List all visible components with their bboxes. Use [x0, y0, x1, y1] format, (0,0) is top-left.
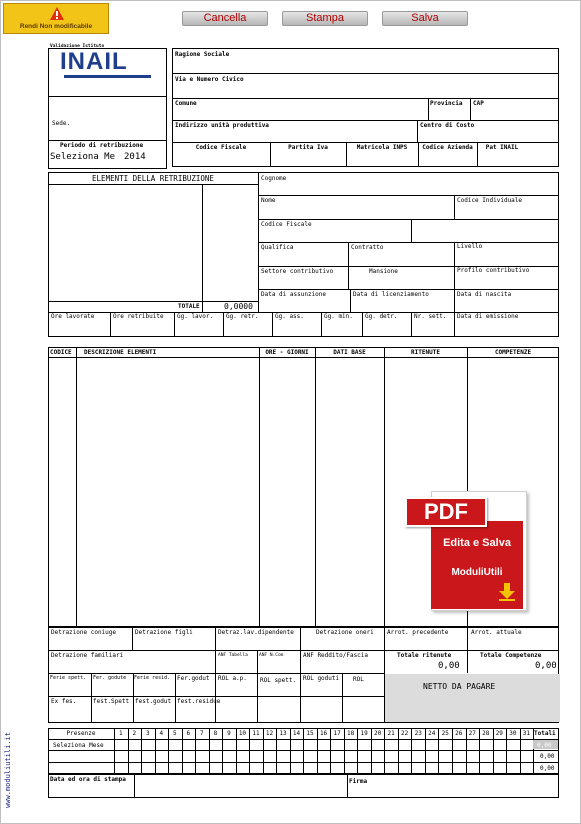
rol-label: ROL — [353, 676, 364, 683]
day-header: 21 — [387, 730, 395, 737]
comune-label: Comune — [175, 100, 197, 107]
via-label: Via e Numero Civico — [175, 76, 244, 83]
indirizzo-label: Indirizzo unità produttiva — [175, 122, 269, 129]
day-header: 6 — [186, 730, 191, 737]
nr-sett-label: Nr. sett. — [414, 313, 447, 320]
day-header: 27 — [468, 730, 476, 737]
rol-spett-label: ROL spett. — [260, 677, 297, 684]
anf-reddito-label: ANF Reddito/Fascia — [303, 652, 369, 659]
livello-label: Livello — [457, 243, 483, 250]
print-button[interactable]: Stampa — [282, 11, 368, 26]
matricola-inps-label: Matricola INPS — [356, 144, 408, 151]
total-row-3: 0,00 — [540, 765, 555, 772]
day-header: 12 — [265, 730, 274, 737]
day-header: 20 — [374, 730, 382, 737]
totale-competenze-value: 0,00 — [535, 661, 557, 671]
totali-label: Totali — [534, 730, 556, 737]
day-header: 29 — [495, 730, 503, 737]
presenze-label: Presenze — [66, 730, 96, 737]
save-button[interactable]: Salva — [382, 11, 468, 26]
day-header: 19 — [360, 730, 368, 737]
total-row-2: 0,00 — [540, 753, 555, 760]
day-header: 10 — [238, 730, 247, 737]
sede-label: Sede. — [52, 120, 71, 127]
detr-familiari-label: Detrazione familiari — [51, 652, 124, 659]
firma-label: Firma — [349, 778, 368, 785]
day-header: 26 — [455, 730, 463, 737]
make-readonly-button[interactable] — [3, 3, 109, 34]
totale-value: 0,0000 — [224, 302, 253, 311]
netto-label: NETTO DA PAGARE — [423, 682, 496, 691]
settore-label: Settore contributivo — [261, 268, 334, 275]
rol-ap-label: ROL a.p. — [218, 675, 247, 682]
inail-logo-bar — [64, 75, 151, 78]
ragione-sociale-label: Ragione Sociale — [175, 51, 230, 58]
pdf-line2: ModuliUtili — [451, 567, 503, 578]
gg-retr-label: Gg. retr. — [226, 313, 259, 320]
pdf-tag: PDF — [405, 497, 487, 527]
anf-ncom-label: ANF N.Com — [259, 653, 284, 658]
pdf-line1: Edita e Salva — [443, 537, 511, 549]
company-codice-fiscale-label: Codice Fiscale — [195, 144, 247, 151]
contratto-label: Contratto — [351, 244, 384, 251]
day-header: 23 — [414, 730, 422, 737]
pat-inail-label: Pat INAIL — [485, 144, 519, 151]
qualifica-label: Qualifica — [261, 244, 294, 251]
day-header: 3 — [145, 730, 150, 737]
day-header: 4 — [159, 730, 164, 737]
ferie-spett-label: Ferie spett. — [50, 675, 87, 681]
day-header: 24 — [428, 730, 436, 737]
gg-detr-label: Gg. detr. — [365, 313, 398, 320]
ferie-resid-label: Ferie resid. — [134, 675, 171, 681]
arrot-prec-label: Arrot. precedente — [387, 629, 449, 636]
day-header: 25 — [441, 730, 449, 737]
ore-lavorate-label: Ore lavorate — [51, 313, 95, 320]
day-header: 31 — [522, 730, 530, 737]
ex-fes-label: Ex fes. — [51, 698, 77, 705]
fest-residue-label: fest.residue — [177, 698, 221, 705]
gg-ass-label: Gg. ass. — [275, 313, 304, 320]
day-header: 16 — [319, 730, 328, 737]
col-dati-base: DATI BASE — [333, 349, 366, 356]
lock-warning-icon — [50, 7, 64, 20]
rol-goduti-label: ROL goduti — [303, 675, 340, 682]
partita-iva-label: Partita Iva — [288, 144, 328, 151]
provincia-label: Provincia — [430, 100, 463, 107]
mansione-label: Mansione — [369, 268, 398, 275]
detr-oneri-label: Detrazione oneri — [316, 629, 374, 636]
fest-spett-label: fest.Spett — [93, 698, 130, 705]
col-ritenute: RITENUTE — [411, 349, 440, 356]
pdf-badge[interactable] — [403, 491, 529, 613]
validation-label: Validazione Istituto — [50, 44, 105, 49]
day-header: 8 — [213, 730, 218, 737]
totale-ritenute-value: 0,00 — [438, 661, 460, 671]
totale-competenze-label: Totale Competenze — [480, 652, 542, 659]
centro-costo-label: Centro di Costo — [420, 122, 475, 129]
col-descrizione: DESCRIZIONE ELEMENTI — [84, 349, 157, 356]
make-readonly-label: Rendi Non modificabile — [19, 23, 93, 30]
download-arrow-icon — [499, 583, 515, 601]
day-header: 1 — [118, 730, 123, 737]
day-header: 9 — [227, 730, 231, 737]
data-licenziamento-label: Data di licenziamento — [353, 291, 429, 298]
col-competenze: COMPETENZE — [494, 349, 532, 356]
period-label: Periodo di retribuzione — [60, 142, 144, 149]
fer-godute-label: Fer. godute — [93, 675, 127, 681]
day-header: 13 — [279, 730, 287, 737]
period-month-select[interactable]: Seleziona Me — [50, 152, 116, 162]
day-header: 18 — [346, 730, 355, 737]
total-row-1: 0,00 — [537, 742, 552, 749]
detr-lav-label: Detraz.lav.dipendente — [218, 629, 294, 636]
day-header: 14 — [292, 730, 301, 737]
day-header: 30 — [509, 730, 517, 737]
cancel-button[interactable]: Cancella — [182, 11, 268, 26]
detr-coniuge-label: Detrazione coniuge — [51, 629, 117, 636]
totale-label: TOTALE — [178, 303, 200, 310]
anf-tabella-label: ANF Tabella — [218, 653, 248, 658]
side-url-text: www.moduliutili.it — [4, 732, 12, 808]
detr-figli-label: Detrazione figli — [135, 629, 193, 636]
totale-ritenute-label: Totale ritenute — [397, 652, 452, 659]
ore-retribuite-label: Ore retribuite — [113, 313, 164, 320]
employee-codice-fiscale-label: Codice Fiscale — [261, 221, 312, 228]
day-header: 11 — [252, 730, 260, 737]
fest-godut-label: fest.godut — [135, 698, 172, 705]
day-header: 22 — [401, 730, 409, 737]
side-url — [3, 720, 13, 820]
day-header: 2 — [132, 730, 137, 737]
gg-lavor-label: Gg. lavor. — [177, 313, 214, 320]
day-header: 5 — [173, 730, 177, 737]
col-codice: CODICE — [50, 349, 72, 356]
day-header: 17 — [333, 730, 341, 737]
nome-label: Nome — [261, 197, 276, 204]
data-assunzione-label: Data di assunzione — [261, 291, 327, 298]
elementi-title: ELEMENTI DELLA RETRIBUZIONE — [92, 174, 214, 183]
codice-azienda-label: Codice Azienda — [422, 144, 473, 151]
gg-min-label: Gg. min. — [324, 313, 353, 320]
data-nascita-label: Data di nascita — [457, 291, 512, 298]
fer-godut2-label: Fer.godut — [177, 675, 210, 682]
data-emissione-label: Data di emissione — [457, 313, 519, 320]
profilo-label: Profilo contributivo — [457, 267, 530, 274]
day-header: 15 — [306, 730, 314, 737]
data-stampa-label: Data ed ora di stampa — [50, 776, 126, 783]
day-header: 7 — [200, 730, 204, 737]
cap-label: CAP — [473, 100, 484, 107]
period-year-field[interactable]: 2014 — [124, 152, 146, 162]
codice-individuale-label: Codice Individuale — [457, 197, 523, 204]
inail-logo: INAIL — [60, 48, 128, 75]
arrot-att-label: Arrot. attuale — [471, 629, 522, 636]
cognome-label: Cognome — [261, 175, 287, 182]
col-ore-giorni: ORE - GIORNI — [265, 349, 309, 356]
day-header: 28 — [482, 730, 490, 737]
seleziona-mese-select[interactable]: Seleziona Mese — [53, 742, 104, 749]
